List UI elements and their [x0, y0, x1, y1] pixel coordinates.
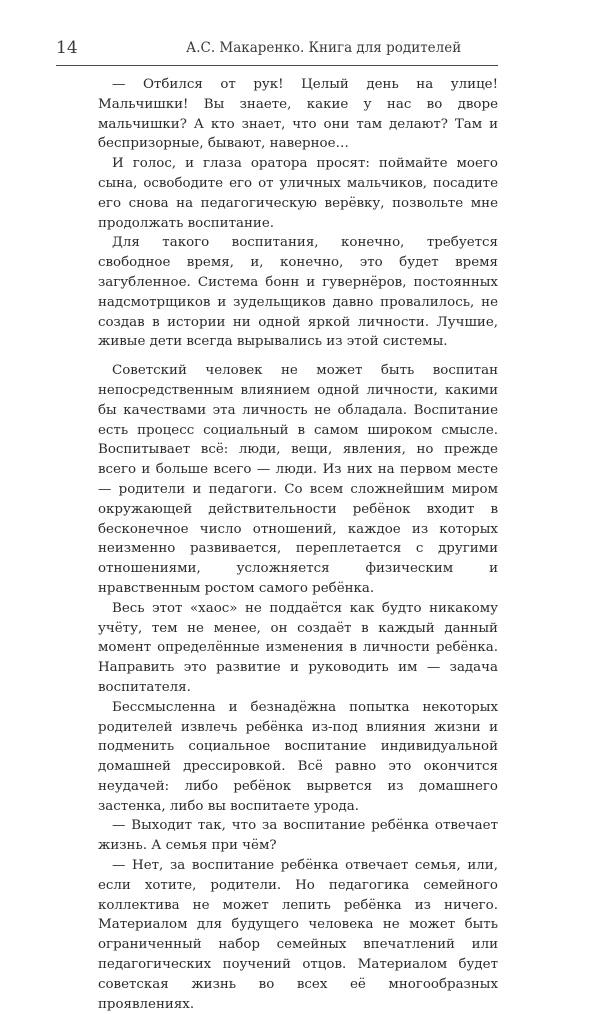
paragraph: Для такого воспитания, конечно, требуется свободное время, и, конечно, это будет время загубленное. Система бонн и гувернёров, постоянных надсмотрщиков и зудельщиков давно провалилось, не создав в истории ни одной яркой личности. Лучшие, живые дети всегда вырывались из этой системы. [98, 235, 498, 350]
header-divider [56, 65, 498, 66]
running-title: А.С. Макаренко. Книга для родителей [186, 40, 462, 56]
paragraph: И голос, и глаза оратора просят: поймайте моего сына, освободите его от уличных мальчиков, посадите его снова на педагогическую верёвку, позвольте мне продолжать воспитание. [98, 156, 498, 231]
paragraph: — Выходит так, что за воспитание ребёнка отвечает жизнь. А семья при чём? [98, 818, 498, 854]
page-body [98, 75, 498, 1014]
paragraph: — Нет, за воспитание ребёнка отвечает семья, или, если хотите, родители. Но педагогика семейного коллектива не может лепить ребёнка из ничего. Материалом для будущего человека не может быть ограниченный набор семейных впечатлений или педагогических поучений отцов. Материалом будет советская жизнь во всех её многообразных проявлениях. [98, 858, 498, 1012]
paragraph: Бессмысленна и безнадёжна попытка некоторых родителей извлечь ребёнка из-под влияния жизни и подменить социальное воспитание индивидуальной домашней дрессировкой. Всё равно это окончится неудачей: либо ребёнок вырвется из домашнего застенка, либо вы воспитаете урода. [98, 699, 498, 814]
paragraph: Весь этот «хаос» не поддаётся как будто никакому учёту, тем не менее, он создаёт в каждый данный момент определённые изменения в личности ребёнка. Направить это развитие и руководить им — задача воспитателя. [98, 600, 498, 695]
page-number: 14 [56, 38, 78, 58]
paragraph: Советский человек не может быть воспитан непосредственным влиянием одной личности, какими бы качествами эта личность не обладала. Воспитание есть процесс социальный в самом широком смысле. Воспитывает всё: люди, вещи, явления, но прежде всего и больше всего — люди. Из них на первом месте — родители и педагоги. Со всем сложнейшим миром окружающей действительности ребёнок входит в бесконечное число отношений, каждое из которых неизменно развивается, переплетается с другими отношениями, усложняется физическим и нравственным ростом самого ребёнка. [98, 363, 498, 596]
page-header [56, 38, 498, 68]
paragraph: — Отбился от рук! Целый день на улице! Мальчишки! Вы знаете, какие у нас во дворе мальчишки? А кто знает, что они там делают? Там и беспризорные, бывают, наверное… [98, 77, 498, 152]
